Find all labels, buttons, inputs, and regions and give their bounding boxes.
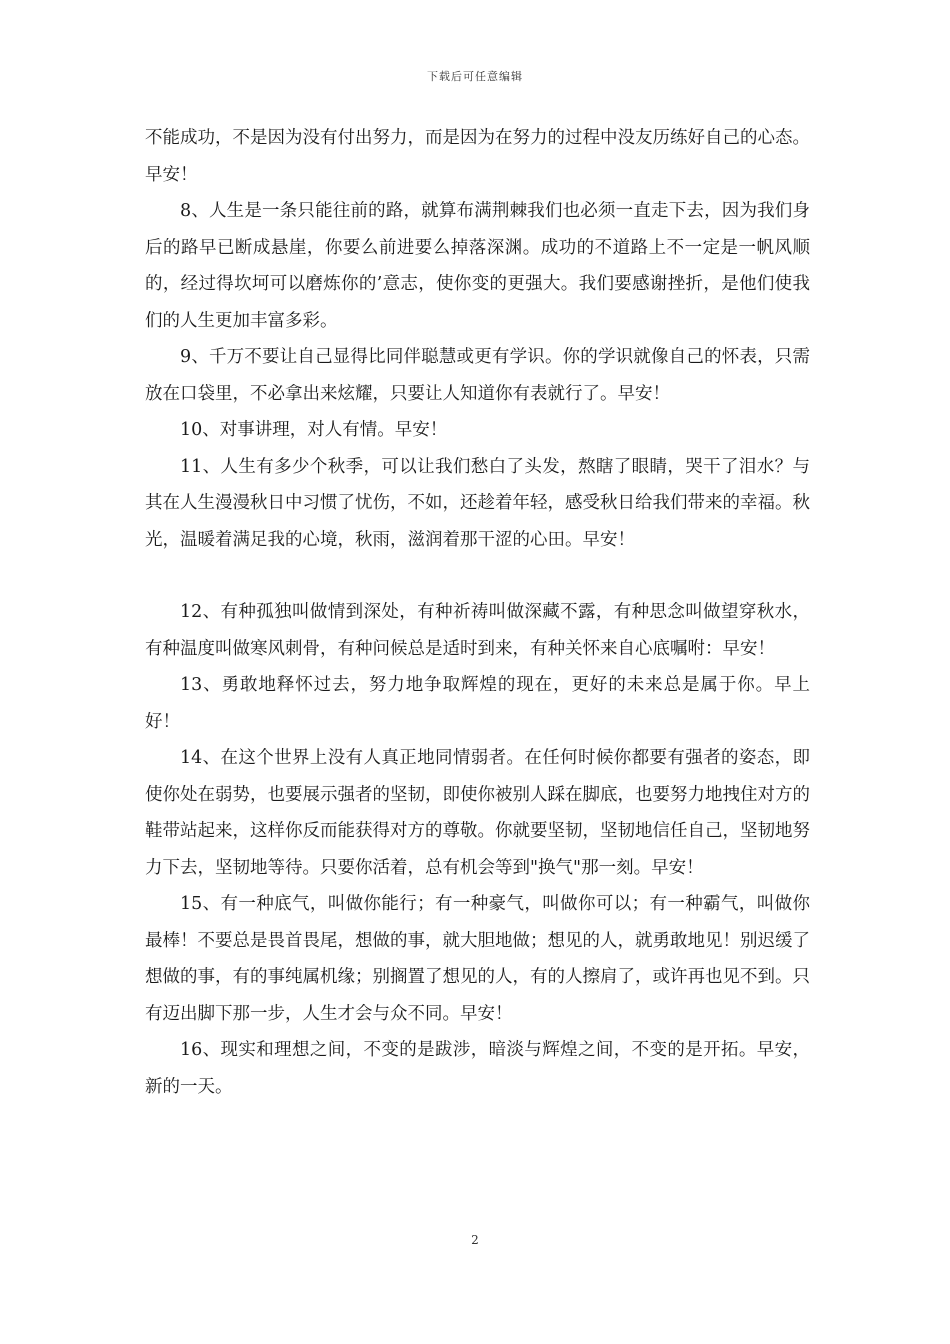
document-body [145,120,810,1105]
paragraph-item-9: 9、千万不要让自己显得比同伴聪慧或更有学识。你的学识就像自己的怀表，只需放在口袋里，不必拿出来炫耀，只要让人知道你有表就行了。早安！ [145,347,810,404]
paragraph-item-13: 13、勇敢地释怀过去，努力地争取辉煌的现在，更好的未来总是属于你。早上好！ [145,675,810,732]
page-header: 下载后可任意编辑 [427,70,523,83]
paragraph-item-14: 14、在这个世界上没有人真正地同情弱者。在任何时候你都要有强者的姿态，即使你处在弱势，也要展示强者的坚韧，即使你被别人踩在脚底，也要努力地拽住对方的鞋带站起来，这样你反而能获得对方的尊敬。你就要坚韧，坚韧地信任自己，坚韧地努力下去，坚韧地等待。只要你活着，总有机会等到"换气"那一刻。早安！ [145,748,810,878]
paragraph-continuation: 不能成功，不是因为没有付出努力，而是因为在努力的过程中没友历练好自己的心态。早安！ [145,128,810,185]
paragraph-item-12: 12、有种孤独叫做情到深处，有种祈祷叫做深藏不露，有种思念叫做望穿秋水，有种温度叫做寒风刺骨，有种问候总是适时到来，有种关怀来自心底嘱咐：早安！ [145,602,810,659]
paragraph-spacer [145,558,810,594]
paragraph-item-16: 16、现实和理想之间，不变的是跋涉，暗淡与辉煌之间，不变的是开拓。早安，新的一天。 [145,1040,810,1097]
paragraph-item-11: 11、人生有多少个秋季，可以让我们愁白了头发，熬瞎了眼睛，哭干了泪水？与其在人生漫漫秋日中习惯了忧伤，不如，还趁着年轻，感受秋日给我们带来的幸福。秋光，温暖着满足我的心境，秋雨，滋润着那干涩的心田。早安！ [145,456,810,550]
paragraph-item-8: 8、人生是一条只能往前的路，就算布满荆棘我们也必须一直走下去，因为我们身后的路早已断成悬崖，你要么前进要么掉落深渊。成功的不道路上不一定是一帆风顺的，经过得坎坷可以磨炼你的’意志，使你变的更强大。我们要感谢挫折，是他们使我们的人生更加丰富多彩。 [145,201,810,331]
paragraph-item-10: 10、对事讲理，对人有情。早安！ [180,420,448,440]
page-number: 2 [471,1233,479,1247]
paragraph-item-15: 15、有一种底气，叫做你能行；有一种豪气，叫做你可以；有一种霸气，叫做你最棒！不要总是畏首畏尾，想做的事，就大胆地做；想见的人，就勇敢地见！别迟缓了想做的事，有的事纯属机缘；别搁置了想见的人，有的人擦肩了，或许再也见不到。只有迈出脚下那一步，人生才会与众不同。早安！ [145,894,810,1024]
